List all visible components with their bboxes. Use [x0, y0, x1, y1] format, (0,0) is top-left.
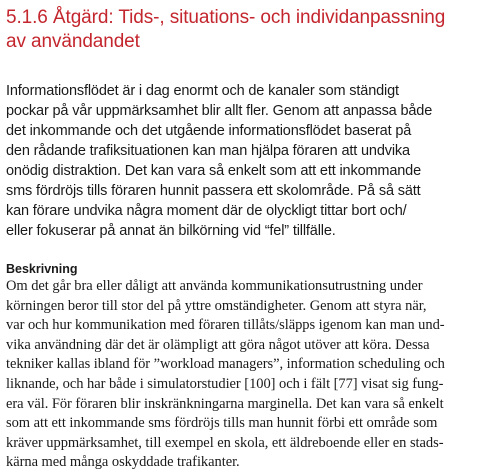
description-line: tekniker kallas ibland för ”workload managers”, information scheduling och — [6, 356, 445, 373]
intro-paragraph — [6, 81, 466, 241]
intro-line: kan förare undvika några moment där de olyckligt tittar bort och/ — [6, 203, 407, 219]
intro-line: onödig distraktion. Det kan vara så enkelt som att ett inkommande — [6, 163, 421, 179]
intro-line: sms fördröjs tills föraren hunnit passera ett skolområde. På så sätt — [6, 183, 421, 199]
section-heading-line-2: av användandet — [6, 31, 140, 52]
description-line: liknande, och har både i simulatorstudier [100] och i fält [77] visat sig fung- — [6, 375, 444, 392]
description-line: era väl. För föraren blir inskränkningarna marginella. Det kan vara så enkelt — [6, 395, 444, 412]
description-line: körningen beror till stor del på yttre omständigheter. Genom att styra när, — [6, 297, 427, 314]
description-line: vika användning där det är olämpligt att göra något utöver att köra. Dessa — [6, 336, 430, 353]
section-heading-line-1: 5.1.6 Åtgärd: Tids-, situations- och individanpassning — [6, 7, 446, 28]
description-line: kräver uppmärksamhet, till exempel en skola, ett äldreboende eller en stads- — [6, 434, 444, 451]
description-heading: Beskrivning — [6, 262, 78, 276]
description-line: Om det går bra eller dåligt att använda kommunikationsutrustning under — [6, 278, 423, 294]
intro-line: eller fokuserar på annat än bilkörning vid “fel” tillfälle. — [6, 223, 336, 239]
description-paragraph — [6, 277, 466, 473]
description-line: kärna med många oskyddade trafikanter. — [6, 454, 240, 471]
description-line: som att ett inkommande sms fördröjs tills man hunnit förbi ett område som — [6, 415, 438, 432]
intro-line: den rådande trafiksituationen kan man hjälpa föraren att undvika — [6, 143, 410, 159]
description-line: var och hur kommunikation med föraren tillåts/släpps igenom kan man und- — [6, 317, 445, 334]
intro-line: det inkommande och det utgående informationsflödet baserat på — [6, 123, 412, 139]
intro-line: Informationsflödet är i dag enormt och de kanaler som ständigt — [6, 83, 399, 99]
section-heading — [6, 6, 466, 54]
intro-line: pockar på vår uppmärksamhet blir allt fler. Genom att anpassa både — [6, 103, 433, 119]
